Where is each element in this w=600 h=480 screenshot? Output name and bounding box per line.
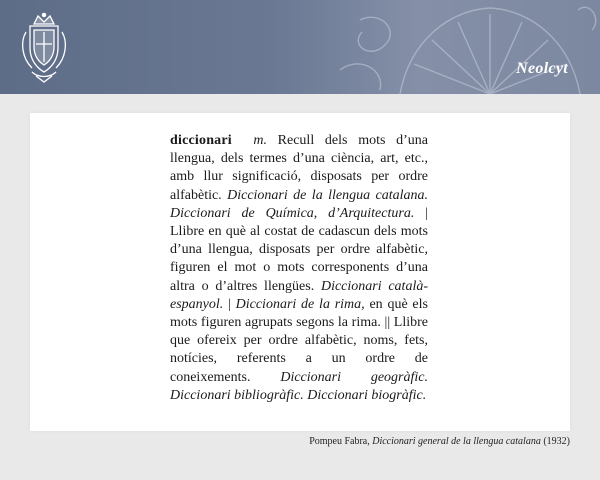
royal-crest-icon [18,12,70,84]
entry-example: Diccionari de la llengua catalana. Diccionari de Química, d’Arquitectura. [170,187,429,221]
shell-ornament-icon [340,0,600,94]
entry-example: Diccionari català-espanyol. [170,278,428,312]
entry-definition: | Llibre en què al costat de cadascun dels mots d’una llengua, disposats per ordre alfabètic, figuren el mot o mots corresponents d’una altra o d’altres llengües. [170,205,428,294]
caption-author: Pompeu Fabra, [309,436,370,447]
entry-grammar: m. [253,133,267,148]
dictionary-entry [170,132,428,405]
caption-year: (1932) [543,436,570,447]
entry-separator: | [223,296,236,312]
entry-headword: diccionari [170,133,232,148]
caption-work: Diccionari general de la llengua catalana [372,436,541,447]
entry-example: Diccionari de la rima, [235,296,365,312]
header-banner [0,0,600,94]
brand-title: Neolcyt [516,60,568,77]
entry-definition: en què els mots figuren agrupats segons la rima. || Llibre que ofereix per ordre alfabètic, noms, fets, notícies, referents a un ordre de coneixements. [170,296,428,385]
source-caption [309,436,570,447]
dictionary-entry-card [30,113,570,431]
entry-definition: Recull dels mots d’una llengua, dels termes d’una ciència, art, etc., amb llur significació, disposats per ordre alfabètic. [170,133,429,203]
entry-example: Diccionari geogràfic. Diccionari bibliogràfic. Diccionari biogràfic. [170,369,428,403]
